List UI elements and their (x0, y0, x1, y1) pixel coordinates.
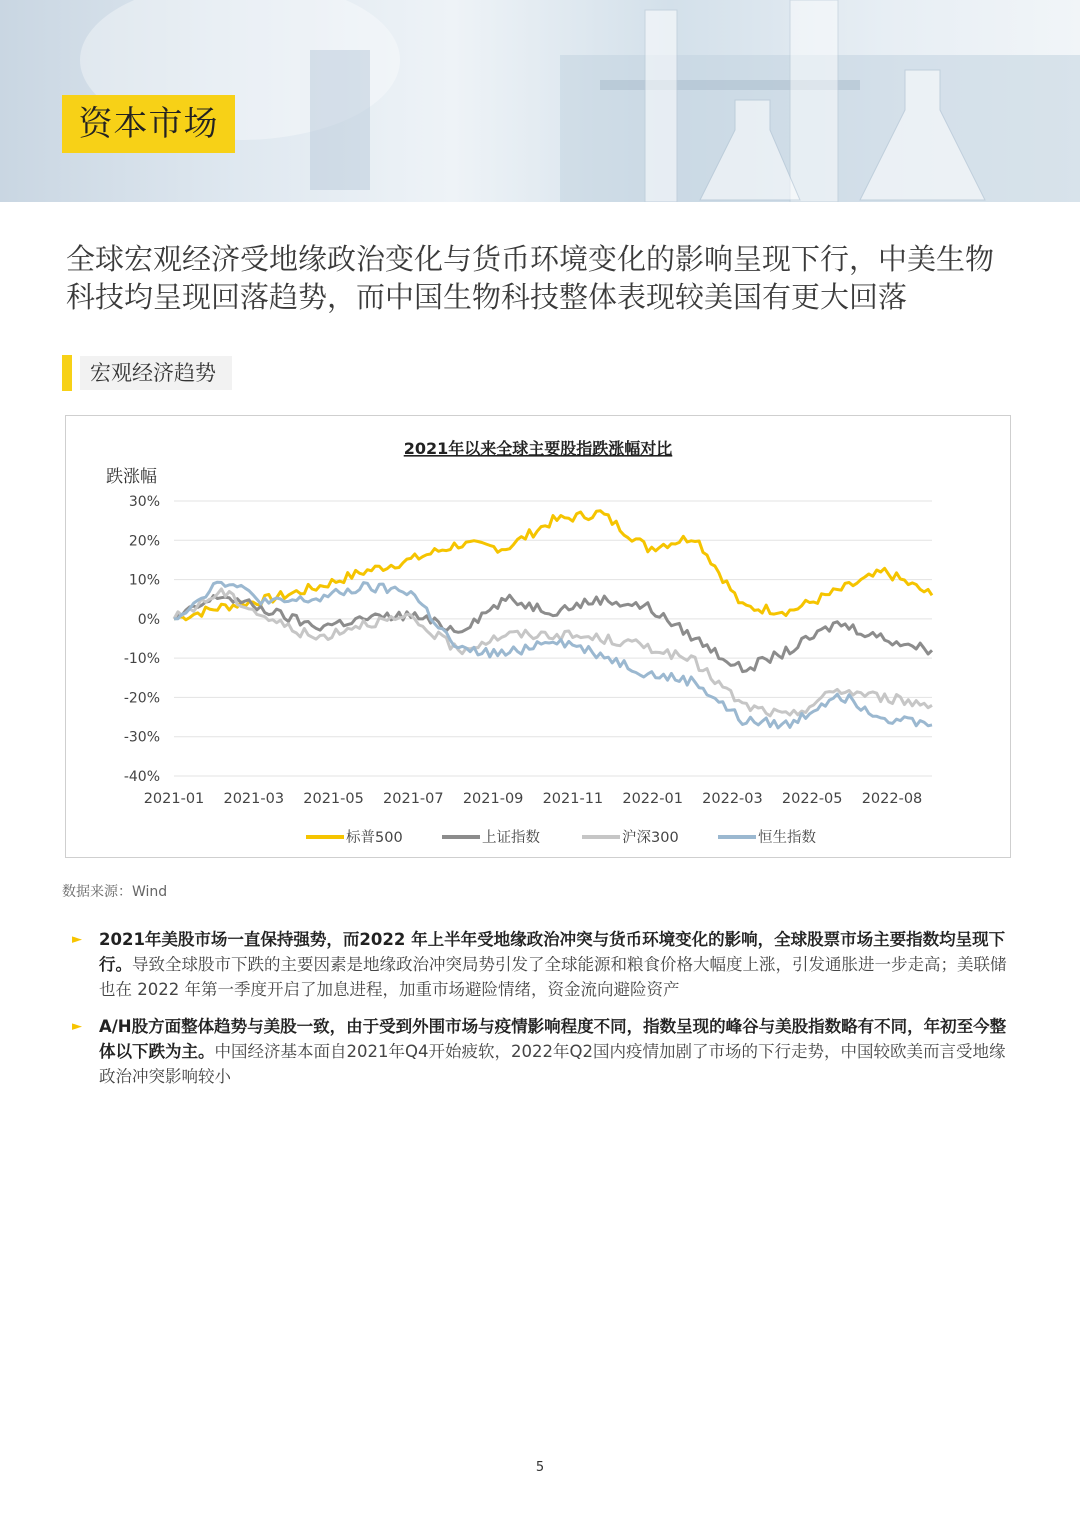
x-tick-label: 2022-05 (781, 791, 843, 807)
x-tick-label: 2021-07 (383, 791, 444, 807)
x-tick-label: 2021-05 (303, 791, 364, 807)
bullet-body-text: 导致全球股市下跌的主要因素是地缘政治冲突局势引发了全球能源和粮食价格大幅度上涨，引发通胀进一步走高；美联储也在 2022 年第一季度开启了加息进程，加重市场避险情绪，资金流向避险资产 (99, 955, 1007, 999)
bullet-body-text: 中国经济基本面自2021年Q4开始疲软，2022年Q2国内疫情加剧了市场的下行走势，中国较欧美而言受地缘政治冲突影响较小 (99, 1042, 1006, 1086)
x-tick-label: 2022-03 (702, 791, 763, 807)
x-tick-label: 2021-11 (542, 791, 604, 807)
y-tick-label: 20% (128, 533, 160, 550)
page-headline: 全球宏观经济受地缘政治变化与货币环境变化的影响呈现下行，中美生物科技均呈现回落趋势，而中国生物科技整体表现较美国有更大回落 (66, 242, 995, 314)
x-tick-label: 2021-09 (462, 791, 524, 807)
series-line-2 (174, 595, 932, 671)
triangle-bullet-icon: ► (72, 1019, 82, 1034)
y-tick-label: 30% (128, 494, 160, 510)
page-number: 5 (535, 1460, 545, 1475)
bullet-item (72, 927, 1012, 1002)
legend-label: 上证指数 (482, 830, 540, 846)
y-tick-label: 0% (137, 611, 160, 628)
y-tick-label: -20% (123, 690, 160, 707)
x-tick-label: 2022-08 (861, 791, 923, 807)
x-tick-label: 2022-01 (622, 791, 683, 807)
y-tick-label: -40% (123, 769, 160, 785)
series-line-3 (174, 589, 932, 716)
section-tag: 资本市场 (62, 95, 235, 153)
y-tick-label: 10% (128, 572, 160, 589)
chart-frame (65, 415, 1011, 858)
legend-label: 标普500 (346, 830, 403, 846)
x-tick-label: 2021-01 (143, 791, 205, 807)
subhead-accent-bar (62, 355, 72, 391)
y-axis-label: 跌涨幅 (106, 467, 157, 487)
series-line-1 (174, 511, 932, 620)
x-tick-label: 2021-03 (223, 791, 285, 807)
y-tick-label: -30% (123, 729, 160, 746)
legend-label: 恒生指数 (758, 830, 816, 846)
bullet-bold-text: 2021年美股市场一直保持强势，而2022 年上半年受地缘政治冲突与货币环境变化的影响，全球股票市场主要指数均呈现下行。 (99, 930, 1006, 974)
triangle-bullet-icon: ► (72, 932, 82, 947)
legend-label: 沪深300 (622, 830, 679, 846)
chart-title: 2021年以来全球主要股指跌涨幅对比 (403, 439, 673, 458)
subhead-title: 宏观经济趋势 (90, 361, 216, 385)
bullet-item (72, 1014, 1012, 1089)
bullet-list (72, 927, 1012, 1101)
data-source-note: 数据来源：Wind (62, 884, 168, 900)
y-tick-label: -10% (123, 651, 160, 668)
bullet-bold-text: A/H股方面整体趋势与美股一致，由于受到外围市场与疫情影响程度不同，指数呈现的峰谷与美股指数略有不同，年初至今整体以下跌为主。 (99, 1017, 1007, 1061)
stock-index-line-chart (66, 416, 1010, 857)
